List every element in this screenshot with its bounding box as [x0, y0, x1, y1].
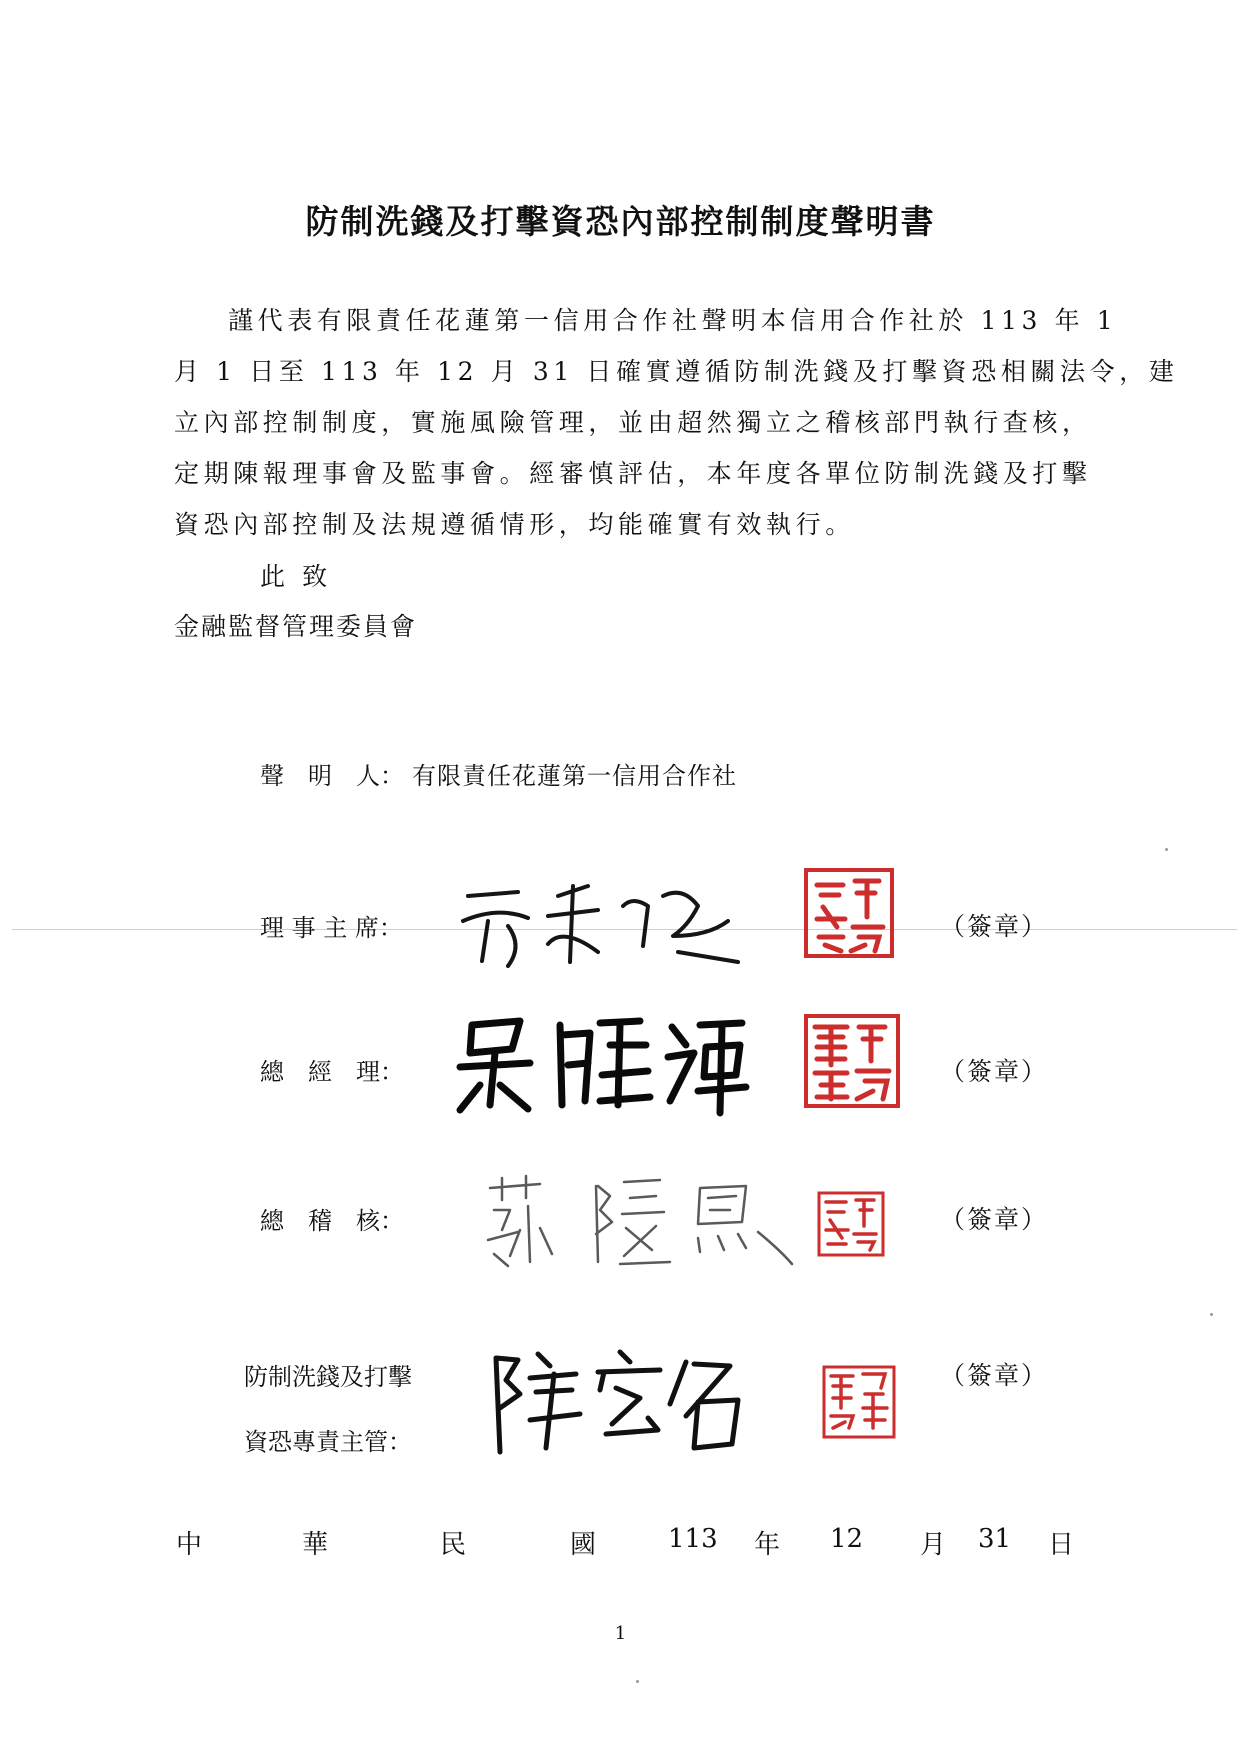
- chief-auditor-signature: [480, 1170, 800, 1275]
- scan-speck: [1165, 848, 1168, 851]
- general-manager-sign-note: （簽章）: [940, 1057, 1049, 1086]
- chief-auditor-seal: [816, 1190, 886, 1258]
- body-line-1: 謹代表有限責任花蓮第一信用合作社聲明本信用合作社於 113 年 1: [228, 306, 1118, 335]
- date-guo: 國: [570, 1530, 597, 1560]
- date-zhong: 中: [176, 1530, 203, 1560]
- declarant-label: 聲 明 人：: [260, 762, 404, 790]
- date-day-value: 31: [978, 1524, 1012, 1554]
- page-title: 防制洗錢及打擊資恐內部控制制度聲明書: [305, 202, 936, 241]
- body-line-2: 月 1 日至 113 年 12 月 31 日確實遵循防制洗錢及打擊資恐相關法令，建: [174, 357, 1179, 386]
- date-month-value: 12: [830, 1524, 864, 1554]
- aml-officer-sign-note: （簽章）: [940, 1361, 1049, 1390]
- chief-auditor-label: 總 稽 核：: [260, 1207, 404, 1235]
- page-number: 1: [614, 1623, 627, 1644]
- body-line-3: 立內部控制制度，實施風險管理，並由超然獨立之稽核部門執行查核，: [174, 408, 1092, 437]
- general-manager-signature: [450, 1005, 750, 1120]
- scan-speck: [636, 1680, 639, 1683]
- body-line-5: 資恐內部控制及法規遵循情形，均能確實有效執行。: [174, 510, 855, 539]
- chairman-sign-note: （簽章）: [940, 912, 1049, 941]
- closing-phrase: 此 致: [260, 562, 332, 591]
- aml-officer-label-line2: 資恐專責主管：: [244, 1428, 412, 1456]
- chairman-label: 理 事 主 席：: [260, 914, 403, 942]
- general-manager-label: 總 經 理：: [260, 1058, 404, 1086]
- scan-speck: [1210, 1313, 1213, 1316]
- aml-officer-signature: [480, 1344, 760, 1459]
- recipient: 金融監督管理委員會: [174, 612, 418, 641]
- date-day-unit: 日: [1048, 1530, 1075, 1560]
- date-hua: 華: [302, 1530, 329, 1560]
- aml-officer-label-line1: 防制洗錢及打擊: [244, 1363, 412, 1391]
- declarant-name: 有限責任花蓮第一信用合作社: [412, 762, 737, 790]
- date-month-unit: 月: [920, 1530, 947, 1560]
- date-min: 民: [440, 1530, 467, 1560]
- aml-officer-seal: [821, 1364, 897, 1440]
- date-year-value: 113: [668, 1524, 718, 1554]
- date-year-unit: 年: [754, 1530, 781, 1560]
- general-manager-seal: [803, 1013, 901, 1109]
- chairman-signature: [448, 866, 748, 976]
- chairman-seal: [803, 867, 895, 959]
- body-line-4: 定期陳報理事會及監事會。經審慎評估，本年度各單位防制洗錢及打擊: [174, 459, 1092, 488]
- chief-auditor-sign-note: （簽章）: [940, 1205, 1049, 1234]
